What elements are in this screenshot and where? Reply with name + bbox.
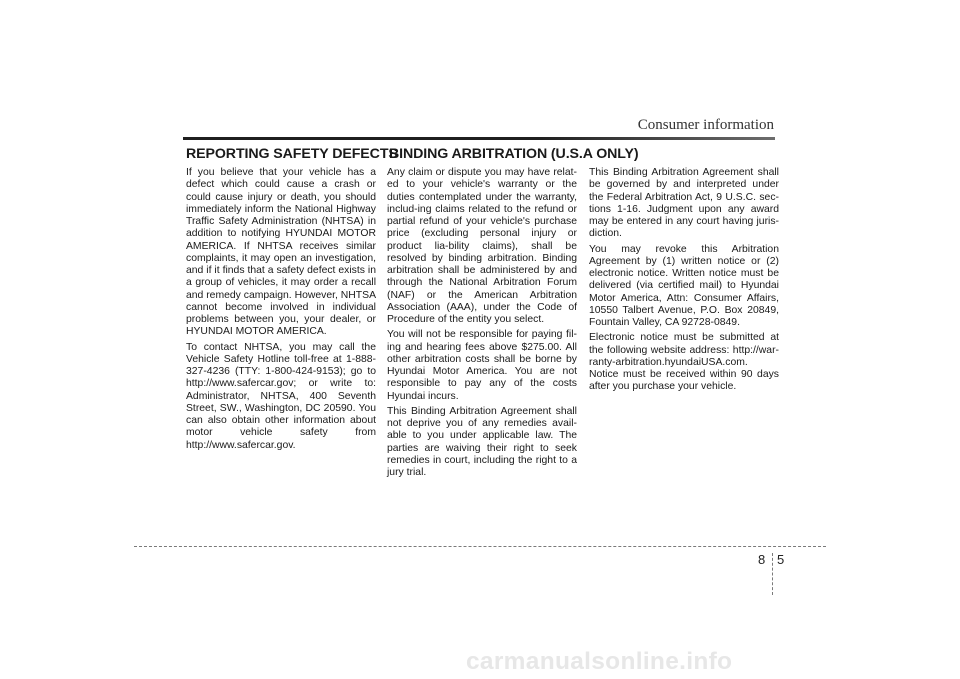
page-number-page: 5 [777,552,785,567]
paragraph: To contact NHTSA, you may call the Vehicle Safety Hotline toll-free at 1-888-327-4236 (TTY: 1-800-424-9153); go to http://www.safercar.gov; or write to: Administrator, NHTSA, 400 Seventh Street, SW., Washington, DC 20590. You can also obtain other information about motor vehicle safety from http://www.safercar.gov. [186,341,376,451]
text-column-2 [387,167,577,482]
paragraph: This Binding Arbitration Agreement shall not deprive you of any remedies avail-able to you under applicable law. The parties are waiving their right to seek remedies in court, including the right to a jury trial. [387,405,577,478]
paragraph: This Binding Arbitration Agreement shall be governed by and interpreted under the Federal Arbitration Act, 9 U.S.C. sec-tions 1-16. Judgment upon any award may be entered in any court having juris-diction. [589,167,779,240]
paragraph: Electronic notice must be submitted at the following website address: http://war-ranty-arbitration.hyundaiUSA.com. Notice must be received within 90 days after you purchase your vehicle. [589,332,779,393]
header-rule [183,137,775,140]
footer-rule [134,546,826,547]
page-number-chapter: 8 [758,552,766,567]
heading-reporting-safety-defects: REPORTING SAFETY DEFECTS [186,146,398,162]
section-title: Consumer information [637,117,774,133]
text-column-3 [589,167,779,397]
heading-binding-arbitration: BINDING ARBITRATION (U.S.A ONLY) [389,146,639,162]
paragraph: You will not be responsible for paying fil-ing and hearing fees above $275.00. All other arbitration costs shall be borne by Hyundai Motor America. You are not responsible to pay any of the costs Hyundai incurs. [387,329,577,402]
page-number-separator [772,553,773,595]
text-column-1 [186,167,376,455]
watermark: carmanualsonline.info [466,648,733,675]
paragraph: If you believe that your vehicle has a defect which could cause a crash or could cause injury or death, you should immediately inform the National Highway Traffic Safety Administration (NHTSA) in addition to notifying HYUNDAI MOTOR AMERICA. If NHTSA receives similar complaints, it may open an investigation, and if it finds that a safety defect exists in a group of vehicles, it may order a recall and remedy campaign. However, NHTSA cannot become involved in individual problems between you, your dealer, or HYUNDAI MOTOR AMERICA. [186,167,376,338]
paragraph: You may revoke this Arbitration Agreement by (1) written notice or (2) electronic notice. Written notice must be delivered (via certified mail) to Hyundai Motor America, Attn: Consumer Affairs, 10550 Talbert Avenue, P.O. Box 20849, Fountain Valley, CA 92728-0849. [589,243,779,328]
paragraph: Any claim or dispute you may have relat-ed to your vehicle's warranty or the duties contemplated under the warranty, includ-ing claims related to the refund or partial refund of your vehicle's purchase price (excluding personal injury or product lia-bility claims), shall be resolved by binding arbitration. Binding arbitration shall be administered by and through the National Arbitration Forum (NAF) or the American Arbitration Association (AAA), under the Code of Procedure of the entity you select. [387,167,577,325]
